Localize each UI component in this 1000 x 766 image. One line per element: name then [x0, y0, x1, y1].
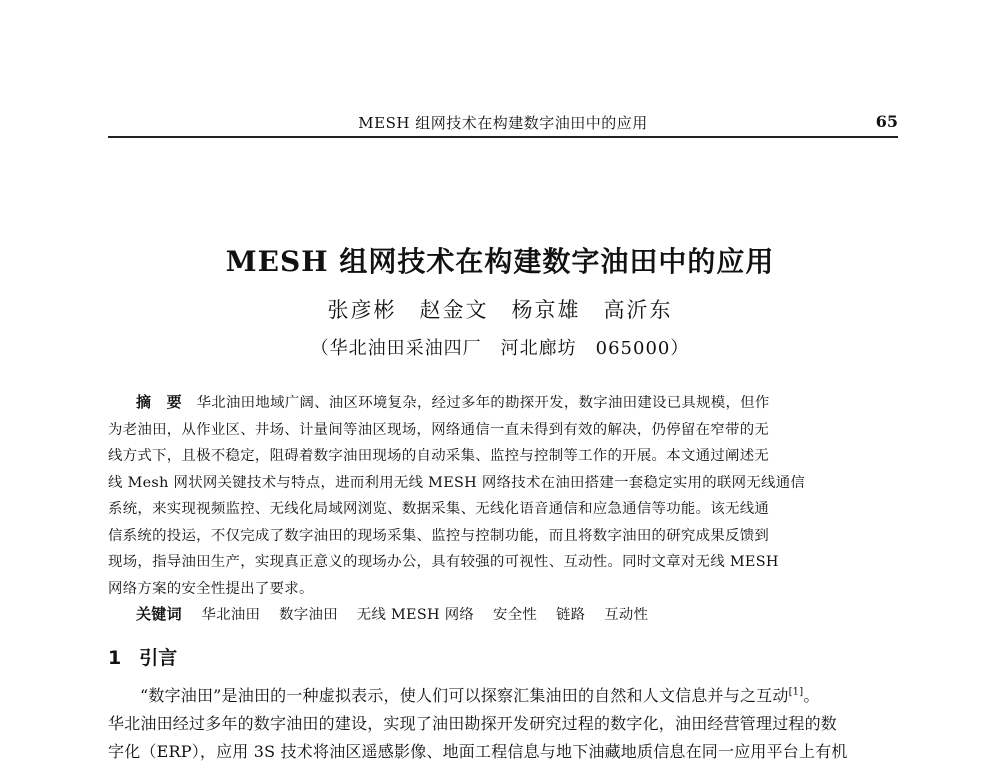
keyword: 华北油田 — [201, 607, 261, 623]
body-line: 华北油田经过多年的数字油田的建设，实现了油田勘探开发研究过程的数字化，油田经营管理过程的数 — [108, 714, 838, 733]
keyword: 无线 MESH 网络 — [356, 607, 475, 623]
section-heading — [108, 643, 177, 670]
abstract-line: 线方式下，且极不稳定，阻碍着数字油田现场的自动采集、监控与控制等工作的开展。本文通过阐述无 — [108, 448, 770, 464]
abstract-line: 现场，指导油田生产，实现真正意义的现场办公，具有较强的可视性、互动性。同时文章对无线 MESH — [108, 554, 779, 570]
body-line-text: “数字油田”是油田的一种虚拟表示，使人们可以探察汇集油田的自然和人文信息并与之互动 — [140, 686, 789, 705]
abstract-label: 摘 要 — [136, 393, 182, 411]
running-title: MESH 组网技术在构建数字油田中的应用 — [358, 114, 648, 132]
keyword: 互动性 — [604, 607, 649, 623]
abstract-line — [108, 389, 898, 417]
abstract — [108, 389, 898, 602]
abstract-line: 为老油田，从作业区、井场、计量间等油区现场，网络通信一直未得到有效的解决，仍停留在窄带的无 — [108, 421, 770, 438]
paper-title: MESH 组网技术在构建数字油田中的应用 — [225, 245, 775, 278]
authors: 张彦彬 赵金文 杨京雄 高沂东 — [327, 298, 673, 322]
body-line — [108, 682, 898, 710]
abstract-line-text: 华北油田地域广阔、油区环境复杂，经过多年的勘探开发，数字油田建设已具规模，但作 — [196, 395, 770, 411]
page-number: 65 — [875, 112, 898, 131]
keywords — [136, 603, 896, 624]
keywords-label: 关键词 — [136, 605, 182, 623]
citation-ref: [1] — [788, 686, 804, 698]
section-title: 引言 — [139, 647, 178, 669]
abstract-line: 系统，来实现视频监控、无线化局域网浏览、数据采集、无线化语音通信和应急通信等功能。该无线通 — [108, 501, 770, 517]
keyword: 链路 — [555, 607, 586, 623]
keyword: 数字油田 — [279, 607, 338, 623]
body-line-end: 。 — [803, 686, 820, 705]
abstract-line: 信系统的投运，不仅完成了数字油田的现场采集、监控与控制功能，而且将数字油田的研究成果反馈到 — [108, 527, 770, 544]
body-text — [108, 682, 898, 766]
abstract-line: 网络方案的安全性提出了要求。 — [108, 580, 314, 597]
keyword: 安全性 — [493, 607, 538, 623]
body-line: 字化（ERP），应用 3S 技术将油区遥感影像、地面工程信息与地下油藏地质信息在同一应用平台上有机 — [108, 742, 848, 761]
section-number: 1 — [108, 647, 122, 669]
affiliation: （华北油田采油四厂 河北廊坊 065000） — [310, 338, 690, 359]
running-header — [108, 110, 898, 138]
abstract-line: 线 Mesh 网状网关键技术与特点，进而利用无线 MESH 网络技术在油田搭建一套稳定实用的联网无线通信 — [108, 474, 806, 491]
